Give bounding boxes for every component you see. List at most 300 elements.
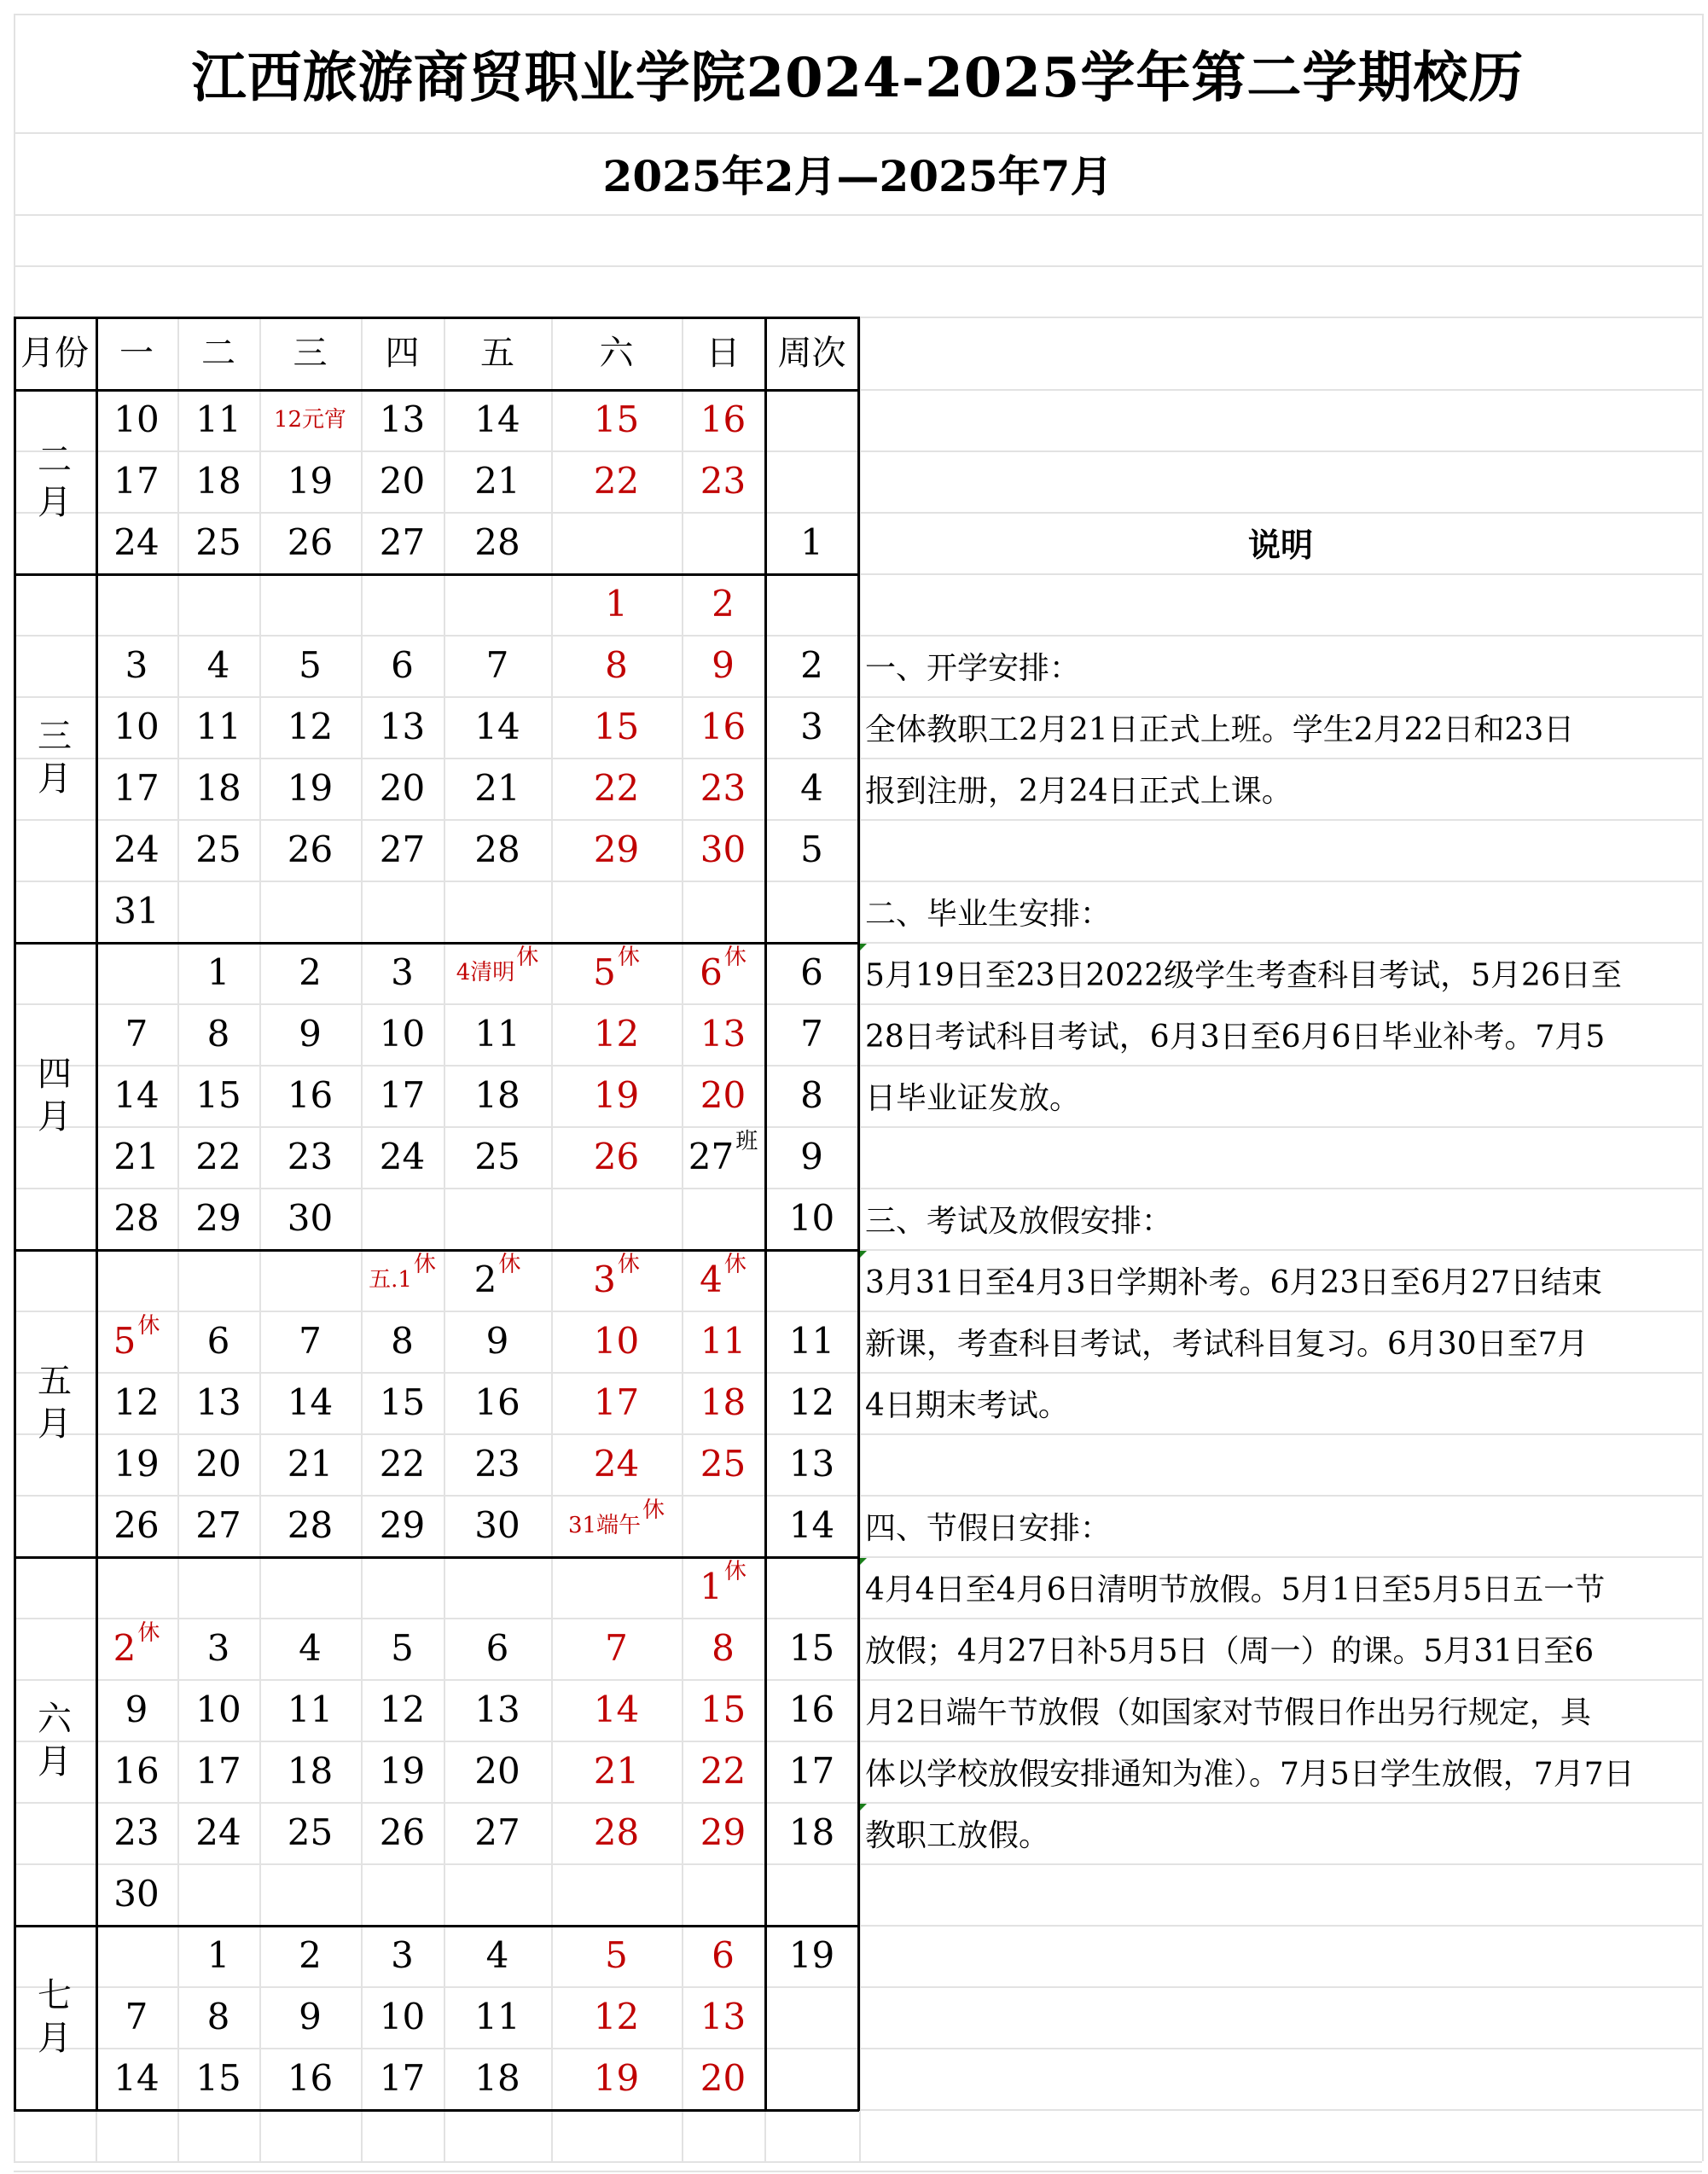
day-cell bbox=[444, 1433, 551, 1495]
day-number: 22 bbox=[700, 1750, 747, 1792]
day-number: 11 bbox=[195, 398, 241, 440]
day-cell bbox=[444, 696, 551, 758]
day-cell bbox=[177, 1495, 259, 1556]
day-cell bbox=[682, 758, 764, 819]
day-cell bbox=[259, 819, 361, 881]
day-number: 13 bbox=[379, 398, 426, 440]
day-cell bbox=[96, 1618, 177, 1679]
week-number: 3 bbox=[800, 706, 823, 747]
day-cell bbox=[551, 1679, 682, 1741]
month-label bbox=[14, 942, 96, 1249]
note-line: 报到注册，2月24日正式上课。 bbox=[865, 773, 1293, 809]
day-cell bbox=[177, 1986, 259, 2048]
month-label bbox=[14, 1249, 96, 1556]
day-cell bbox=[361, 1003, 444, 1065]
week-number: 8 bbox=[800, 1074, 823, 1116]
header-day-thu: 四 bbox=[385, 333, 420, 373]
day-number: 17 bbox=[195, 1750, 241, 1792]
week-number: 18 bbox=[788, 1811, 835, 1853]
grid-line bbox=[14, 2171, 1702, 2172]
header-day-sun: 日 bbox=[706, 333, 741, 373]
day-number: 12 bbox=[287, 706, 334, 747]
day-number: 24 bbox=[113, 828, 160, 870]
day-cell bbox=[682, 1433, 764, 1495]
week-number bbox=[764, 881, 859, 942]
comment-marker-icon bbox=[860, 1251, 867, 1258]
day-cell bbox=[551, 1802, 682, 1863]
day-number: 31端午 bbox=[567, 1513, 642, 1538]
page-title: 江西旅游商贸职业学院2024-2025学年第二学期校历 bbox=[191, 45, 1525, 110]
day-number: 23 bbox=[113, 1811, 160, 1853]
week-number: 12 bbox=[788, 1381, 835, 1423]
day-number: 15 bbox=[700, 1689, 747, 1730]
day-number: 21 bbox=[593, 1750, 640, 1792]
day-cell bbox=[361, 573, 444, 635]
day-cell bbox=[361, 819, 444, 881]
day-cell bbox=[444, 1618, 551, 1679]
grid-line bbox=[14, 132, 1702, 134]
day-cell bbox=[361, 1188, 444, 1249]
day-number: 27 bbox=[379, 828, 426, 870]
day-cell bbox=[444, 819, 551, 881]
day-cell bbox=[361, 1679, 444, 1741]
day-cell bbox=[551, 881, 682, 942]
day-cell bbox=[682, 1802, 764, 1863]
month-label-char: 月 bbox=[38, 1742, 72, 1782]
month-label-char: 二 bbox=[38, 440, 72, 480]
day-cell bbox=[551, 819, 682, 881]
rest-mark: 休 bbox=[723, 1559, 747, 1584]
day-number: 7 bbox=[485, 644, 509, 686]
comment-marker-icon bbox=[860, 1804, 867, 1811]
day-cell bbox=[444, 1741, 551, 1802]
day-cell bbox=[361, 450, 444, 512]
day-cell bbox=[361, 635, 444, 696]
day-cell bbox=[551, 1126, 682, 1188]
day-number: 5 bbox=[113, 1320, 137, 1362]
day-cell bbox=[177, 1249, 259, 1311]
day-number: 6 bbox=[485, 1627, 509, 1669]
day-number: 18 bbox=[474, 1074, 520, 1116]
week-number bbox=[764, 1249, 859, 1311]
day-cell bbox=[444, 2048, 551, 2109]
day-cell bbox=[96, 1126, 177, 1188]
grid-line bbox=[14, 14, 1702, 15]
day-cell bbox=[444, 1802, 551, 1863]
day-number: 21 bbox=[113, 1136, 160, 1177]
rest-mark: 休 bbox=[723, 1252, 747, 1277]
day-cell bbox=[444, 1679, 551, 1741]
day-cell bbox=[96, 1372, 177, 1433]
month-label bbox=[14, 1925, 96, 2109]
day-cell bbox=[177, 1802, 259, 1863]
day-cell bbox=[551, 1249, 682, 1311]
day-number: 12 bbox=[593, 1996, 640, 2037]
day-cell bbox=[444, 942, 551, 1003]
day-number: 29 bbox=[593, 828, 640, 870]
day-number: 9 bbox=[299, 1013, 322, 1055]
day-number: 28 bbox=[593, 1811, 640, 1853]
day-cell bbox=[361, 1556, 444, 1618]
week-number bbox=[764, 1556, 859, 1618]
day-cell bbox=[259, 696, 361, 758]
day-cell bbox=[444, 1372, 551, 1433]
day-cell bbox=[177, 1863, 259, 1925]
day-cell bbox=[444, 512, 551, 573]
day-cell bbox=[259, 1065, 361, 1126]
month-label-char: 三 bbox=[38, 717, 72, 756]
day-number: 5 bbox=[391, 1627, 414, 1669]
rest-mark: 休 bbox=[617, 1252, 640, 1277]
day-cell bbox=[259, 1126, 361, 1188]
day-cell bbox=[96, 1802, 177, 1863]
day-number: 16 bbox=[700, 398, 747, 440]
day-cell bbox=[444, 881, 551, 942]
day-number: 19 bbox=[113, 1443, 160, 1485]
day-cell bbox=[96, 1003, 177, 1065]
day-cell bbox=[259, 1372, 361, 1433]
day-cell bbox=[361, 1618, 444, 1679]
day-number: 14 bbox=[474, 706, 520, 747]
day-cell bbox=[259, 1863, 361, 1925]
day-cell bbox=[444, 635, 551, 696]
day-cell bbox=[96, 1433, 177, 1495]
week-number bbox=[764, 2048, 859, 2109]
day-number: 15 bbox=[593, 706, 640, 747]
grid-line bbox=[14, 214, 1702, 216]
month-label bbox=[14, 389, 96, 573]
day-cell bbox=[444, 1065, 551, 1126]
day-number: 17 bbox=[379, 2057, 426, 2099]
day-number: 25 bbox=[474, 1136, 520, 1177]
day-cell bbox=[361, 2048, 444, 2109]
day-number: 14 bbox=[593, 1689, 640, 1730]
day-cell bbox=[682, 1556, 764, 1618]
day-cell bbox=[177, 1065, 259, 1126]
day-cell bbox=[177, 1126, 259, 1188]
day-cell bbox=[682, 1188, 764, 1249]
day-number: 10 bbox=[593, 1320, 640, 1362]
header-week: 周次 bbox=[777, 333, 846, 373]
day-number: 15 bbox=[379, 1381, 426, 1423]
day-cell bbox=[444, 1249, 551, 1311]
rest-mark: 休 bbox=[137, 1313, 160, 1339]
day-number: 10 bbox=[113, 398, 160, 440]
day-cell bbox=[551, 758, 682, 819]
day-cell bbox=[177, 1188, 259, 1249]
day-cell bbox=[444, 1986, 551, 2048]
day-number: 13 bbox=[379, 706, 426, 747]
day-number: 16 bbox=[474, 1381, 520, 1423]
day-cell bbox=[551, 1065, 682, 1126]
day-number: 12 bbox=[593, 1013, 640, 1055]
day-cell bbox=[177, 1003, 259, 1065]
day-number: 6 bbox=[700, 951, 723, 993]
day-number: 15 bbox=[593, 398, 640, 440]
day-cell bbox=[259, 1679, 361, 1741]
day-cell bbox=[96, 389, 177, 450]
day-number: 9 bbox=[299, 1996, 322, 2037]
day-number: 2 bbox=[473, 1258, 497, 1300]
day-number: 22 bbox=[593, 460, 640, 502]
day-number: 26 bbox=[287, 521, 334, 563]
day-number: 5 bbox=[605, 1934, 628, 1976]
day-cell bbox=[361, 1495, 444, 1556]
day-cell bbox=[361, 1433, 444, 1495]
day-cell bbox=[96, 635, 177, 696]
day-number: 8 bbox=[391, 1320, 414, 1362]
day-cell bbox=[551, 1495, 682, 1556]
day-number: 30 bbox=[113, 1873, 160, 1915]
day-cell bbox=[682, 389, 764, 450]
day-cell bbox=[177, 1925, 259, 1986]
day-cell bbox=[682, 1925, 764, 1986]
day-number: 4 bbox=[299, 1627, 322, 1669]
day-cell bbox=[444, 450, 551, 512]
header-month: 月份 bbox=[20, 333, 89, 373]
day-cell bbox=[682, 450, 764, 512]
day-cell bbox=[177, 512, 259, 573]
day-number: 28 bbox=[474, 828, 520, 870]
day-cell bbox=[259, 1188, 361, 1249]
day-cell bbox=[682, 1372, 764, 1433]
day-cell bbox=[96, 758, 177, 819]
day-cell bbox=[177, 450, 259, 512]
week-number: 13 bbox=[788, 1443, 835, 1485]
day-cell bbox=[444, 1311, 551, 1372]
day-number: 16 bbox=[287, 2057, 334, 2099]
day-number: 16 bbox=[113, 1750, 160, 1792]
day-number: 9 bbox=[485, 1320, 509, 1362]
month-label-char: 四 bbox=[38, 1055, 72, 1094]
day-number: 19 bbox=[593, 1074, 640, 1116]
week-number bbox=[764, 1863, 859, 1925]
week-number bbox=[764, 1986, 859, 2048]
day-cell bbox=[259, 942, 361, 1003]
day-cell bbox=[177, 696, 259, 758]
day-cell bbox=[682, 819, 764, 881]
day-number: 4清明 bbox=[456, 960, 515, 985]
day-number: 4 bbox=[485, 1934, 509, 1976]
day-cell bbox=[96, 1556, 177, 1618]
day-number: 28 bbox=[113, 1197, 160, 1239]
day-number: 23 bbox=[700, 767, 747, 809]
header-day-sat: 六 bbox=[599, 333, 634, 373]
day-number: 17 bbox=[593, 1381, 640, 1423]
day-cell bbox=[361, 389, 444, 450]
day-cell bbox=[259, 1495, 361, 1556]
week-number: 17 bbox=[788, 1750, 835, 1792]
day-cell bbox=[551, 2048, 682, 2109]
day-number: 27 bbox=[688, 1136, 735, 1177]
day-number: 25 bbox=[287, 1811, 334, 1853]
day-number: 13 bbox=[195, 1381, 241, 1423]
day-cell bbox=[361, 696, 444, 758]
note-line: 体以学校放假安排通知为准）。7月5日学生放假，7月7日 bbox=[865, 1756, 1635, 1792]
day-cell bbox=[96, 450, 177, 512]
day-cell bbox=[551, 1863, 682, 1925]
day-number: 10 bbox=[379, 1013, 426, 1055]
day-cell bbox=[96, 1679, 177, 1741]
day-number: 29 bbox=[379, 1504, 426, 1546]
day-cell bbox=[551, 635, 682, 696]
note-line: 日毕业证发放。 bbox=[865, 1080, 1081, 1116]
day-number: 16 bbox=[287, 1074, 334, 1116]
day-number: 12 bbox=[113, 1381, 160, 1423]
day-cell bbox=[361, 881, 444, 942]
day-cell bbox=[177, 2048, 259, 2109]
day-cell bbox=[96, 1495, 177, 1556]
month-label-char: 六 bbox=[38, 1700, 72, 1739]
month-label-char: 月 bbox=[38, 483, 72, 522]
day-number: 25 bbox=[195, 828, 241, 870]
week-number: 15 bbox=[788, 1627, 835, 1669]
day-cell bbox=[551, 696, 682, 758]
day-number: 10 bbox=[113, 706, 160, 747]
day-number: 24 bbox=[593, 1443, 640, 1485]
day-cell bbox=[96, 1311, 177, 1372]
day-number: 9 bbox=[125, 1689, 148, 1730]
month-label bbox=[14, 1556, 96, 1925]
week-number bbox=[764, 450, 859, 512]
day-number: 26 bbox=[113, 1504, 160, 1546]
day-cell bbox=[682, 696, 764, 758]
day-cell bbox=[259, 1003, 361, 1065]
day-number: 21 bbox=[287, 1443, 334, 1485]
day-number: 5 bbox=[593, 951, 616, 993]
day-cell bbox=[361, 758, 444, 819]
day-cell bbox=[96, 1863, 177, 1925]
day-number: 7 bbox=[299, 1320, 322, 1362]
week-number bbox=[764, 389, 859, 450]
day-number: 7 bbox=[125, 1996, 148, 2037]
day-number: 4 bbox=[206, 644, 230, 686]
day-cell bbox=[682, 1065, 764, 1126]
day-number: 20 bbox=[195, 1443, 241, 1485]
month-label-char: 月 bbox=[38, 1404, 72, 1444]
day-cell bbox=[259, 881, 361, 942]
comment-marker-icon bbox=[860, 944, 867, 950]
day-cell bbox=[361, 1372, 444, 1433]
day-cell bbox=[259, 1618, 361, 1679]
day-cell bbox=[444, 573, 551, 635]
day-cell bbox=[177, 1311, 259, 1372]
day-number: 24 bbox=[195, 1811, 241, 1853]
day-cell bbox=[177, 1433, 259, 1495]
day-cell bbox=[551, 573, 682, 635]
rest-mark: 休 bbox=[137, 1620, 160, 1646]
day-number: 27 bbox=[379, 521, 426, 563]
week-number: 16 bbox=[788, 1689, 835, 1730]
rest-mark: 休 bbox=[723, 945, 747, 970]
day-cell bbox=[444, 1003, 551, 1065]
day-number: 29 bbox=[195, 1197, 241, 1239]
day-number: 20 bbox=[474, 1750, 520, 1792]
day-cell bbox=[361, 512, 444, 573]
day-number: 23 bbox=[287, 1136, 334, 1177]
day-cell bbox=[259, 2048, 361, 2109]
day-number: 26 bbox=[379, 1811, 426, 1853]
day-cell bbox=[259, 635, 361, 696]
day-number: 7 bbox=[125, 1013, 148, 1055]
day-number: 14 bbox=[287, 1381, 334, 1423]
day-number: 12元宵 bbox=[273, 407, 347, 433]
day-number: 28 bbox=[287, 1504, 334, 1546]
day-cell bbox=[96, 1188, 177, 1249]
note-line: 4月4日至4月6日清明节放假。5月1日至5月5日五一节 bbox=[865, 1572, 1606, 1607]
day-number: 25 bbox=[195, 521, 241, 563]
day-cell bbox=[259, 1556, 361, 1618]
note-line: 三、考试及放假安排： bbox=[865, 1203, 1173, 1239]
day-cell bbox=[361, 1925, 444, 1986]
day-number: 20 bbox=[379, 460, 426, 502]
day-cell bbox=[259, 1741, 361, 1802]
day-number: 26 bbox=[287, 828, 334, 870]
day-number: 8 bbox=[206, 1013, 230, 1055]
day-number: 12 bbox=[379, 1689, 426, 1730]
day-cell bbox=[551, 450, 682, 512]
comment-marker-icon bbox=[860, 1558, 867, 1565]
day-cell bbox=[96, 1925, 177, 1986]
day-cell bbox=[444, 1925, 551, 1986]
day-cell bbox=[361, 1802, 444, 1863]
day-cell bbox=[177, 1679, 259, 1741]
day-number: 30 bbox=[474, 1504, 520, 1546]
day-cell bbox=[551, 1925, 682, 1986]
day-number: 19 bbox=[593, 2057, 640, 2099]
day-number: 31 bbox=[113, 890, 160, 932]
day-cell bbox=[682, 1249, 764, 1311]
day-number: 5 bbox=[299, 644, 322, 686]
day-cell bbox=[177, 1556, 259, 1618]
day-cell bbox=[96, 696, 177, 758]
week-number: 4 bbox=[800, 767, 823, 809]
month-label-char: 月 bbox=[38, 1097, 72, 1136]
day-number: 29 bbox=[700, 1811, 747, 1853]
table-border bbox=[14, 317, 859, 319]
note-line: 28日考试科目考试，6月3日至6月6日毕业补考。7月5 bbox=[865, 1019, 1606, 1055]
day-number: 23 bbox=[700, 460, 747, 502]
day-number: 8 bbox=[206, 1996, 230, 2037]
day-cell bbox=[361, 1986, 444, 2048]
day-cell bbox=[444, 1495, 551, 1556]
day-number: 10 bbox=[195, 1689, 241, 1730]
day-number: 4 bbox=[700, 1258, 723, 1300]
day-number: 2 bbox=[712, 583, 735, 625]
table-border bbox=[14, 2109, 859, 2112]
day-number: 17 bbox=[113, 767, 160, 809]
grid-line bbox=[1702, 14, 1704, 2161]
day-number: 2 bbox=[299, 1934, 322, 1976]
day-cell bbox=[259, 573, 361, 635]
day-cell bbox=[444, 1556, 551, 1618]
week-number: 2 bbox=[800, 644, 823, 686]
day-number: 14 bbox=[113, 1074, 160, 1116]
day-cell bbox=[444, 1863, 551, 1925]
week-number: 14 bbox=[788, 1504, 835, 1546]
day-number: 22 bbox=[195, 1136, 241, 1177]
day-cell bbox=[682, 1495, 764, 1556]
day-cell bbox=[551, 942, 682, 1003]
week-number: 6 bbox=[800, 951, 823, 993]
day-number: 1 bbox=[700, 1566, 723, 1607]
week-number: 11 bbox=[788, 1320, 835, 1362]
day-cell bbox=[96, 2048, 177, 2109]
note-line: 5月19日至23日2022级学生考查科目考试，5月26日至 bbox=[865, 957, 1622, 993]
notes-heading: 说明 bbox=[1247, 525, 1313, 564]
day-number: 26 bbox=[593, 1136, 640, 1177]
day-cell bbox=[551, 1188, 682, 1249]
